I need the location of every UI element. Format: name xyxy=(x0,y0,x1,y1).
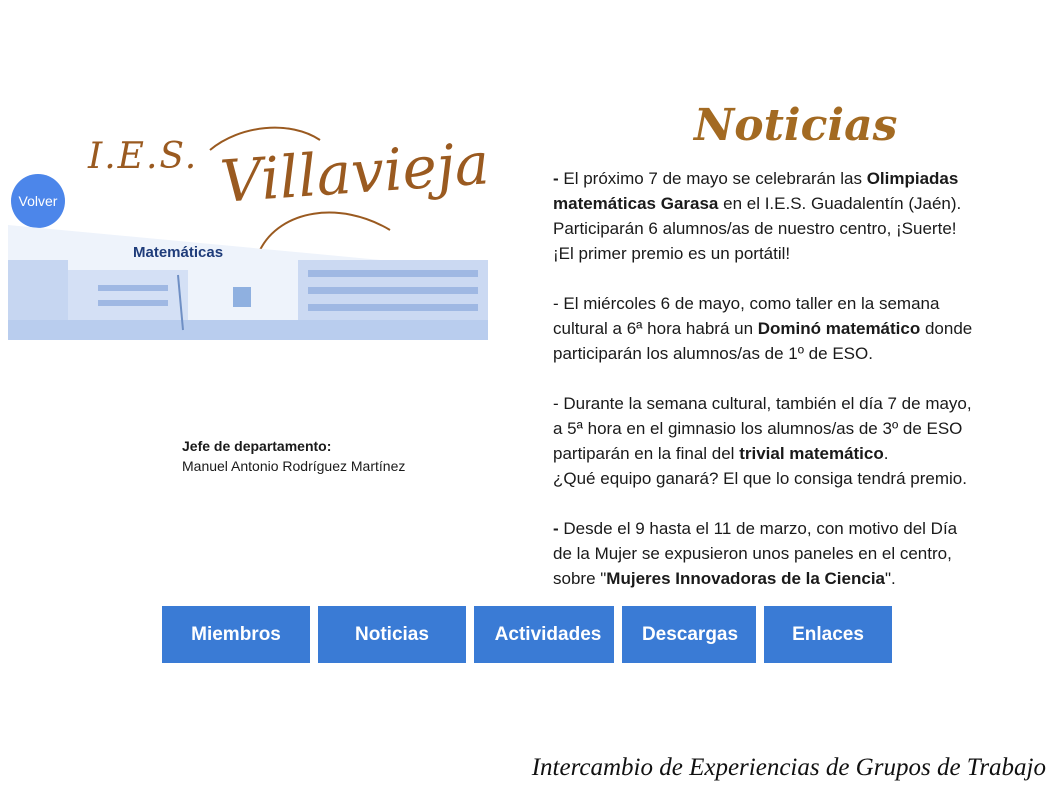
nav-descargas[interactable]: Descargas xyxy=(641,623,739,645)
news-list xyxy=(553,166,1058,616)
nav-divider xyxy=(756,606,764,663)
department-head-label: Jefe de departamento: xyxy=(182,438,332,454)
news-title: Noticias xyxy=(694,100,898,151)
nav-noticias[interactable]: Noticias xyxy=(355,623,429,645)
main-nav xyxy=(162,606,892,663)
news-item: - El miércoles 6 de mayo, como taller en la semana cultural a 6ª hora habrá un Dominó matemático donde participarán los alumnos/as de 1º de ESO. xyxy=(553,294,973,363)
nav-miembros[interactable]: Miembros xyxy=(191,623,281,645)
news-item: - El próximo 7 de mayo se celebrarán las Olimpiadas matemáticas Garasa en el I.E.S. Guadalentín (Jaén). Participarán 6 alumnos/as de nuestro centro, ¡Suerte! ¡El primer premio es un portátil! xyxy=(553,169,962,263)
department-head xyxy=(182,436,405,476)
nav-divider xyxy=(310,606,318,663)
logo-school-name: Villavieja xyxy=(218,129,492,216)
nav-actividades[interactable]: Actividades xyxy=(494,623,602,645)
volver-button[interactable]: Volver xyxy=(11,174,65,228)
nav-enlaces[interactable]: Enlaces xyxy=(792,623,864,645)
nav-divider xyxy=(614,606,622,663)
news-item: - Durante la semana cultural, también el día 7 de mayo, a 5ª hora en el gimnasio los alumnos/as de 3º de ESO partiparán en la final del trivial matemático. ¿Qué equipo ganará? El que lo consiga tendrá premio. xyxy=(553,394,972,488)
department-title: Matemáticas xyxy=(133,244,224,261)
logo-ies-text: I.E.S. xyxy=(88,136,199,177)
department-head-name: Manuel Antonio Rodríguez Martínez xyxy=(182,458,406,474)
building-illustration xyxy=(8,225,488,345)
nav-divider xyxy=(466,606,474,663)
news-item: - Desde el 9 hasta el 11 de marzo, con motivo del Día de la Mujer se expusieron unos paneles en el centro, sobre "Mujeres Innovadoras de la Ciencia". xyxy=(553,519,958,588)
slide-caption: Intercambio de Experiencias de Grupos de Trabajo xyxy=(531,754,1046,781)
